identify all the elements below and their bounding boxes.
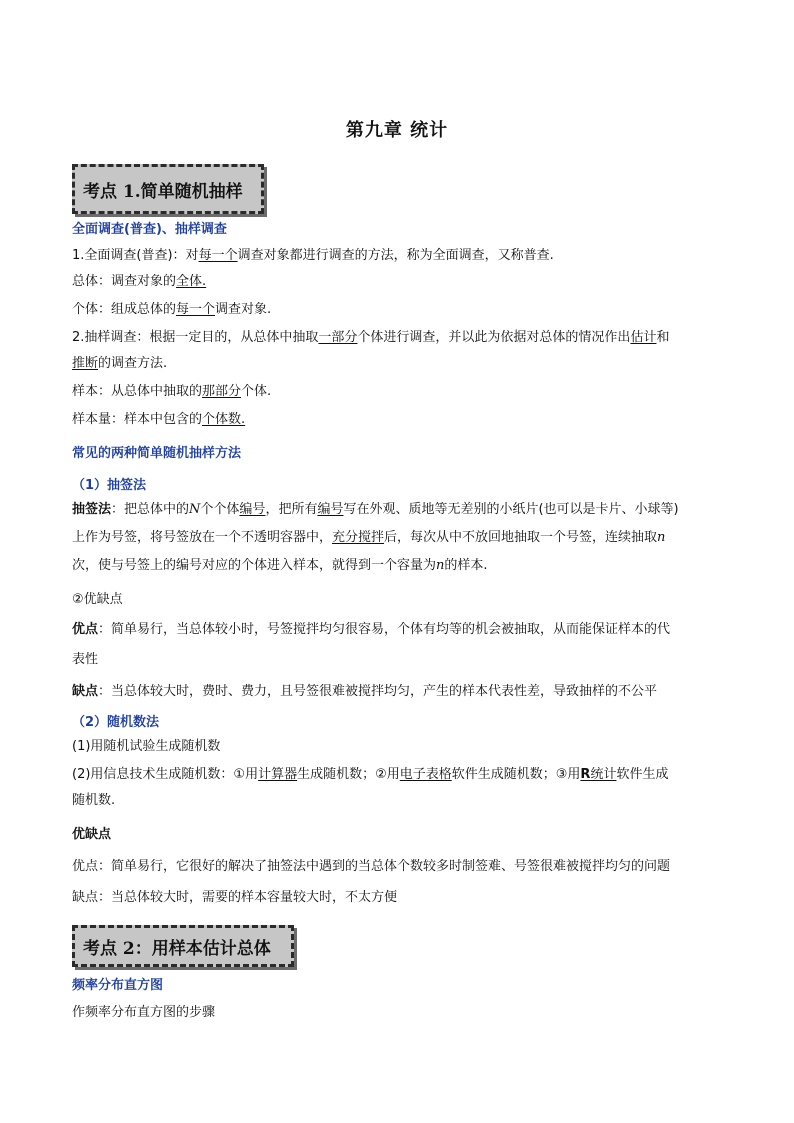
para-random-2-cont: 随机数. (72, 793, 116, 808)
section-2-box (72, 925, 294, 967)
text: ：当总体较大时，费时、费力，且号签很难被搅拌均匀，产生的样本代表性差，导致抽样的不公平 (98, 684, 658, 699)
section-1-label: 考点 1.简单随机抽样 (83, 181, 243, 202)
underlined-text: 编号 (317, 502, 344, 517)
section-2-label: 考点 2：用样本估计总体 (83, 938, 271, 959)
para-lottery-3 (72, 555, 732, 577)
text: 个体进行调查，并以此为依据对总体的情况作出 (357, 330, 631, 345)
math-var: N (189, 502, 201, 517)
text: 生成随机数；②用 (297, 767, 400, 782)
text: (2)用信息技术生成随机数：①用 (72, 767, 259, 782)
para-random-1: (1)用随机试验生成随机数 (72, 739, 221, 754)
text: 样本量：样本中包含的 (72, 412, 203, 427)
para-random-2 (72, 764, 732, 786)
underlined-text: 计算器 (258, 767, 298, 782)
heading-histogram: 频率分布直方图 (72, 978, 164, 993)
underlined-text: 估计 (630, 330, 657, 345)
section-1-box (72, 164, 264, 214)
para-histogram-steps: 作频率分布直方图的步骤 (72, 1005, 216, 1020)
underlined-text: 一部分 (318, 330, 358, 345)
para-lottery-1 (72, 499, 732, 521)
text: 次，使与号签上的编号对应的个体进入样本，就得到一个容量为 (72, 558, 437, 573)
para-sampling-cont (72, 353, 732, 375)
bold-lead: 抽签法 (72, 502, 112, 517)
para-sample-size (72, 409, 732, 431)
underlined-text: 推断 (72, 356, 99, 371)
math-var: n (436, 558, 445, 573)
text: 写在外观、质地等无差别的小纸片(也可以是卡片、小球等) (343, 502, 679, 517)
bold-lead: 优点 (72, 622, 99, 637)
text: 后，每次从中不放回地抽取一个号签，连续抽取 (384, 530, 658, 545)
underlined-text: 个体数. (202, 412, 246, 427)
text: 调查对象. (215, 302, 272, 317)
text: 个体. (241, 384, 272, 399)
text: ，把所有 (265, 502, 318, 517)
text: 1.全面调查(普查)：对 (72, 248, 199, 263)
bold-lead: 缺点 (72, 684, 99, 699)
para-sample (72, 381, 732, 403)
pros-cons-label: ②优缺点 (72, 592, 123, 607)
text: 的样本. (444, 558, 488, 573)
underlined-text: 每一个 (198, 248, 238, 263)
para-lottery-2 (72, 527, 732, 549)
underlined-text: 充分搅拌 (332, 530, 385, 545)
text: 上作为号签，将号签放在一个不透明容器中， (72, 530, 333, 545)
text: 2.抽样调查：根据一定目的，从总体中抽取 (72, 330, 319, 345)
subheading-lottery: （1）抽签法 (72, 478, 147, 493)
para-sampling (72, 327, 732, 349)
text: ：简单易行，当总体较小时，号签搅拌均匀很容易，个体有均等的机会被抽取，从而能保证样本的代 (98, 622, 671, 637)
heading-two-methods: 常见的两种简单随机抽样方法 (72, 446, 242, 461)
subheading-random-number: （2）随机数法 (72, 715, 160, 730)
text: 和 (656, 330, 670, 345)
para-disadvantage (72, 681, 732, 703)
math-var: n (657, 530, 666, 545)
underlined-text: 编号 (239, 502, 266, 517)
para-disadvantage-2: 缺点：当总体较大时，需要的样本容量较大时，不太方便 (72, 890, 398, 905)
text: 软件生成 (616, 767, 669, 782)
underlined-text: 每一个 (176, 302, 216, 317)
para-advantage-cont: 表性 (72, 652, 99, 667)
text: 软件生成随机数；③用 (451, 767, 581, 782)
underlined-text: 电子表格 (399, 767, 452, 782)
para-census (72, 245, 732, 267)
underlined-text: 统计 (590, 767, 617, 782)
underlined-text: 那部分 (202, 384, 242, 399)
text: 的调查方法. (98, 356, 168, 371)
text: 调查对象都进行调查的方法，称为全面调查，又称普查. (237, 248, 554, 263)
para-individual (72, 299, 732, 321)
heading-census-sampling: 全面调查(普查)、抽样调查 (72, 222, 227, 237)
text: ：把总体中的 (111, 502, 190, 517)
underlined-text: 全体. (176, 274, 207, 289)
pros-cons-label-2: 优缺点 (72, 827, 112, 842)
text: 总体：调查对象的 (72, 274, 177, 289)
text: 样本：从总体中抽取的 (72, 384, 203, 399)
para-advantage (72, 619, 732, 641)
text: 个个体 (200, 502, 240, 517)
underlined-text: R (580, 767, 591, 782)
para-population (72, 271, 732, 293)
text: 个体：组成总体的 (72, 302, 177, 317)
para-advantage-2: 优点：简单易行，它很好的解决了抽签法中遇到的当总体个数较多时制签难、号签很难被搅拌均匀的问题 (72, 859, 671, 874)
page-title: 第九章 统计 (345, 120, 449, 141)
